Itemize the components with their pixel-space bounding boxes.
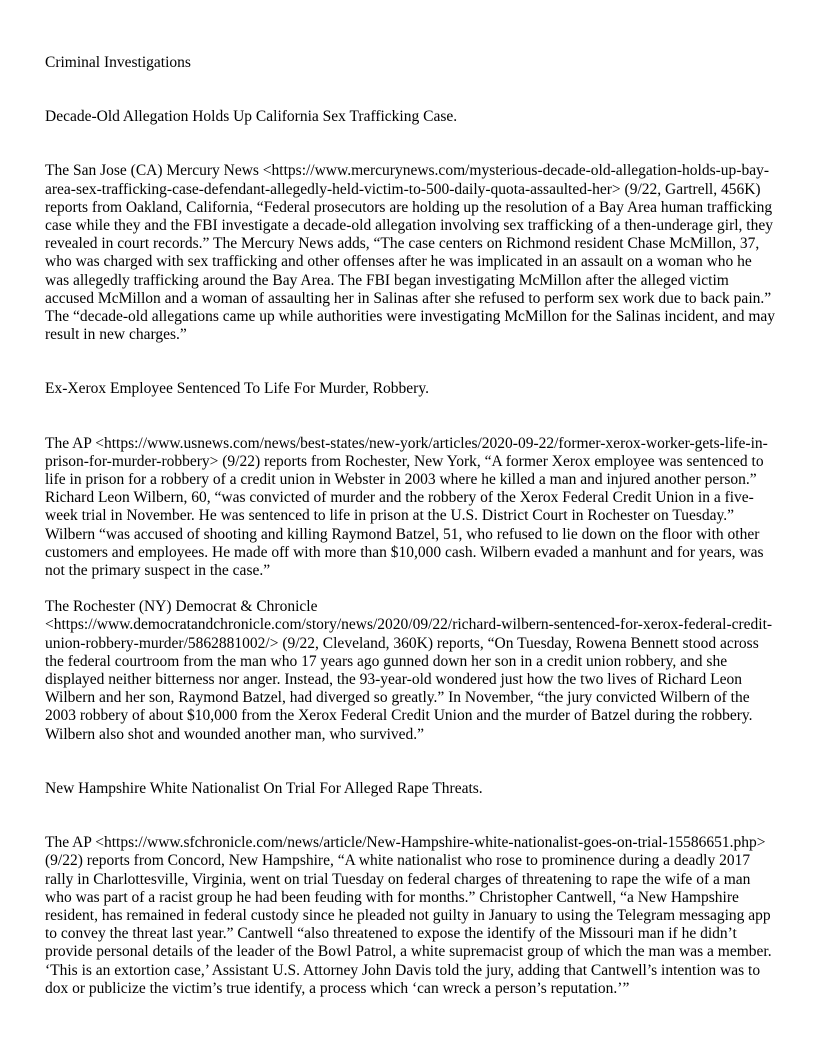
article-paragraph: The San Jose (CA) Mercury News <https://www.mercurynews.com/mysterious-decade-old-allegation-holds-up-bay-area-sex-trafficking-case-defendant-allegedly-held-victim-to-500-daily-quota-assaulted-her> (9/22, Gartrell, 456K) reports from Oakland, California, “Federal prosecutors are holding up the resolution of a Bay Area human trafficking case while they and the FBI investigate a decade-old allegation involving sex trafficking of a then-underage girl, they revealed in court records.” The Mercury News adds, “The case centers on Richmond resident Chase McMillon, 37, who was charged with sex trafficking and other offenses after he was implicated in an assault on a woman who he was allegedly trafficking around the Bay Area. The FBI began investigating McMillon after the alleged victim accused McMillon and a woman of assaulting her in Salinas after she refused to perform sex work due to back pain.” The “decade-old allegations came up while authorities were investigating McMillon for the Salinas incident, and may result in new charges.” (45, 162, 775, 344)
article-paragraph: The Rochester (NY) Democrat & Chronicle <https://www.democratandchronicle.com/story/news/2020/09/22/richard-wilbern-sentenced-for-xerox-federal-credit-union-robbery-murder/5862881002/> (9/22, Cleveland, 360K) reports, “On Tuesday, Rowena Bennett stood across the federal courtroom from the man who 17 years ago gunned down her son in a credit union robbery, and she displayed neither bitterness nor anger. Instead, the 93-year-old wondered just how the two lives of Richard Leon Wilbern and her son, Raymond Batzel, had diverged so greatly.” In November, “the jury convicted Wilbern of the 2003 robbery of about $10,000 from the Xerox Federal Credit Union and the murder of Batzel during the robbery. Wilbern also shot and wounded another man, who survived.” (45, 598, 773, 743)
document-page (45, 54, 775, 998)
article-paragraph: The AP <https://www.sfchronicle.com/news/article/New-Hampshire-white-nationalist-goes-on-trial-15586651.php> (9/22) reports from Concord, New Hampshire, “A white nationalist who rose to prominence during a deadly 2017 rally in Charlottesville, Virginia, went on trial Tuesday on federal charges of threatening to rape the wife of a man who was part of a racist group he had been feuding with for months.” Christopher Cantwell, “a New Hampshire resident, has remained in federal custody since he pleaded not guilty in January to using the Telegram messaging app to convey the threat last year.” Cantwell “also threatened to expose the identify of the Missouri man if he didn’t provide personal details of the leader of the Bowl Patrol, a white supremacist group of which the man was a member. ‘This is an extortion case,’ Assistant U.S. Attorney John Davis told the jury, adding that Cantwell’s intention was to dox or publicize the victim’s true identify, a process which ‘can wreck a person’s reputation.’” (45, 834, 772, 997)
article-headline: Decade-Old Allegation Holds Up California Sex Trafficking Case. (45, 108, 458, 126)
article-headline: Ex-Xerox Employee Sentenced To Life For Murder, Robbery. (45, 380, 429, 398)
section-title: Criminal Investigations (45, 54, 191, 71)
article-headline: New Hampshire White Nationalist On Trial For Alleged Rape Threats. (45, 779, 483, 797)
article-paragraph: The AP <https://www.usnews.com/news/best-states/new-york/articles/2020-09-22/former-xerox-worker-gets-life-in-prison-for-murder-robbery> (9/22) reports from Rochester, New York, “A former Xerox employee was sentenced to life in prison for a robbery of a credit union in Webster in 2003 where he killed a man and injured another person.” Richard Leon Wilbern, 60, “was convicted of murder and the robbery of the Xerox Federal Credit Union in a five-week trial in November. He was sentenced to life in prison at the U.S. District Court in Rochester on Tuesday.” Wilbern “was accused of shooting and killing Raymond Batzel, 51, who refused to lie down on the floor with other customers and employees. He made off with more than $10,000 cash. Wilbern evaded a manhunt and for years, was not the primary suspect in the case.” (45, 434, 768, 580)
